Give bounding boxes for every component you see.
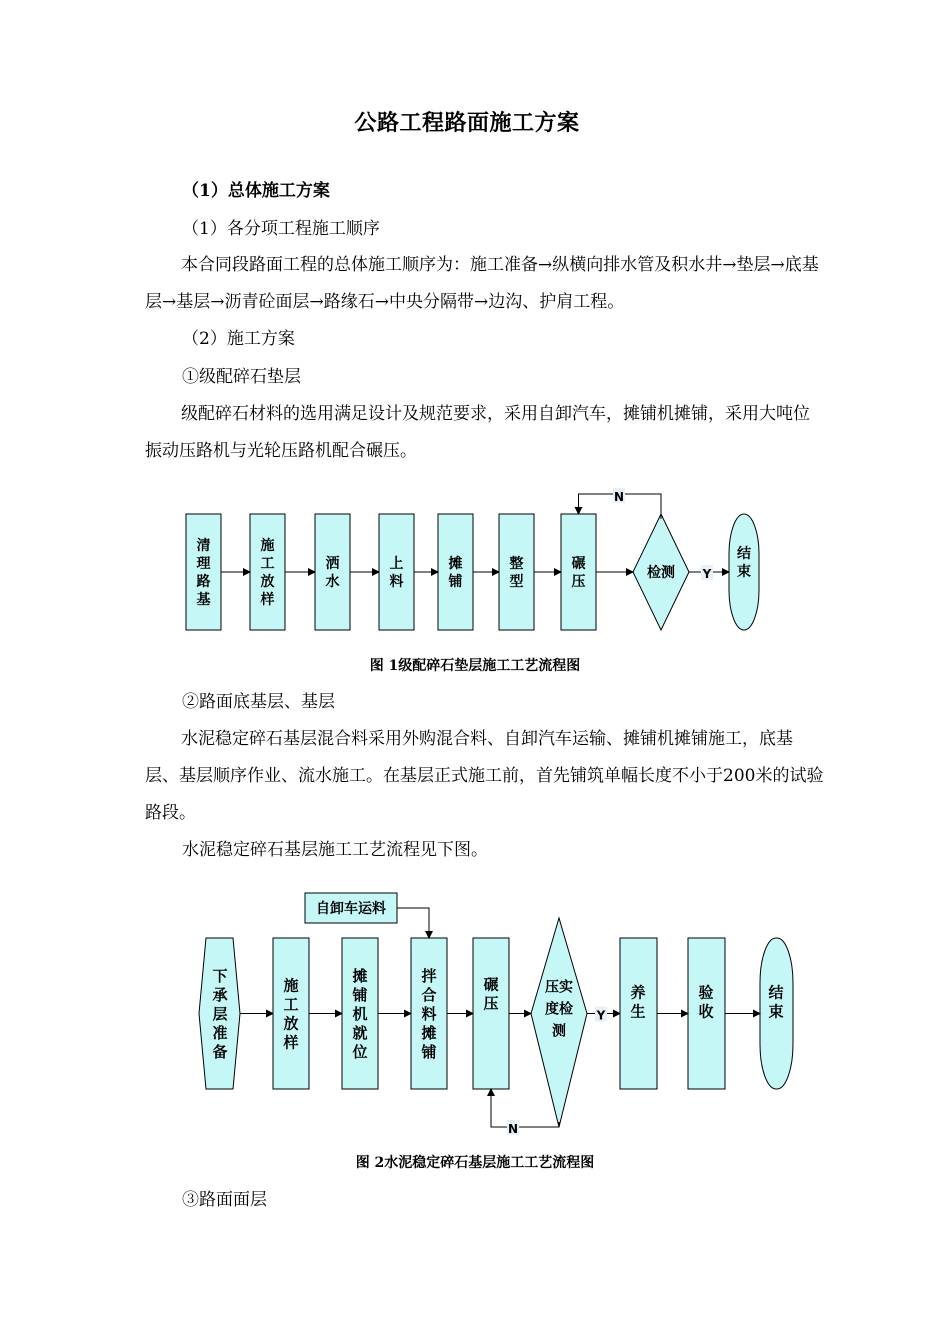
flow-step-label: 养生 xyxy=(630,983,646,1021)
flow-label: Y xyxy=(702,567,712,581)
figure-caption-1: 图 1级配碎石垫层施工工艺流程图 xyxy=(369,658,581,674)
flow-feed-label: 自卸车运料 xyxy=(316,901,386,917)
subheading-gravel-cushion: ①级配碎石垫层 xyxy=(182,367,301,387)
flow-step-box xyxy=(315,514,350,630)
subheading-base-layer: ②路面底基层、基层 xyxy=(182,692,335,712)
flow-step-box xyxy=(186,514,221,630)
flow-decision-label: 压实度检测 xyxy=(545,979,573,1040)
flow-start-label: 下承层准备 xyxy=(212,966,228,1061)
flow-step-label: 摊铺 xyxy=(448,555,463,590)
flow-step-box xyxy=(561,514,596,630)
flow-step-label: 施工放样 xyxy=(283,976,299,1052)
paragraph-sequence: 本合同段路面工程的总体施工顺序为：施工准备→纵横向排水管及积水井→垫层→底基层→基层→沥青砼面层→路缘石→中央分隔带→边沟、护肩工程。 xyxy=(145,255,819,312)
flow-step-box xyxy=(438,514,473,630)
figure-caption-2: 图 2水泥稳定碎石基层施工工艺流程图 xyxy=(355,1155,595,1171)
section-heading-overall: （1）总体施工方案 xyxy=(182,181,330,201)
flow-step-box xyxy=(499,514,534,630)
flow-decision xyxy=(531,918,587,1127)
subheading-sequence: （1）各分项工程施工顺序 xyxy=(182,219,380,239)
subheading-plan: （2）施工方案 xyxy=(182,329,295,349)
flow-decision-label: 检测 xyxy=(647,565,675,581)
flow-end-label: 结束 xyxy=(768,983,784,1021)
flow-step-label: 碾压 xyxy=(483,975,499,1013)
flow-step-box xyxy=(473,938,509,1089)
flow-step-label: 验收 xyxy=(698,983,714,1021)
subheading-surface-layer: ③路面面层 xyxy=(182,1190,267,1210)
flow-step-label: 摊铺机就位 xyxy=(352,966,368,1061)
flow-step-label: 碾压 xyxy=(571,555,586,590)
flow-step-label: 拌合料摊铺 xyxy=(421,966,437,1061)
flow-step-label: 洒水 xyxy=(325,555,340,590)
page-title: 公路工程路面施工方案 xyxy=(354,110,580,136)
flow-label: Y xyxy=(596,1008,606,1023)
flow-step-label: 上料 xyxy=(389,555,404,590)
flow-step-box xyxy=(250,514,285,630)
flow-step-label: 清理路基 xyxy=(196,537,211,608)
flow-end-label: 结束 xyxy=(737,545,751,580)
flow-label: N xyxy=(507,1122,519,1136)
paragraph-gravel-cushion: 级配碎石材料的选用满足设计及规范要求，采用自卸汽车，摊铺机摊铺，采用大吨位振动压路机与光轮压路机配合碾压。 xyxy=(145,404,810,461)
flow-label: N xyxy=(613,490,625,504)
flow-step-label: 施工放样 xyxy=(260,537,275,608)
flow-feed-arrow xyxy=(397,908,429,938)
paragraph-flow-intro: 水泥稳定碎石基层施工工艺流程见下图。 xyxy=(182,840,488,860)
flowchart-gravel-cushion xyxy=(0,480,950,650)
flow-loop xyxy=(491,1089,559,1127)
flowchart-cement-base xyxy=(0,880,950,1145)
paragraph-base-layer: 水泥稳定碎石基层混合料采用外购混合料、自卸汽车运输、摊铺机摊铺施工，底基层、基层顺序作业、流水施工。在基层正式施工前，首先铺筑单幅长度不小于200米的试验路段。 xyxy=(145,729,824,823)
flow-step-box xyxy=(379,514,414,630)
flow-step-label: 整型 xyxy=(509,555,524,590)
